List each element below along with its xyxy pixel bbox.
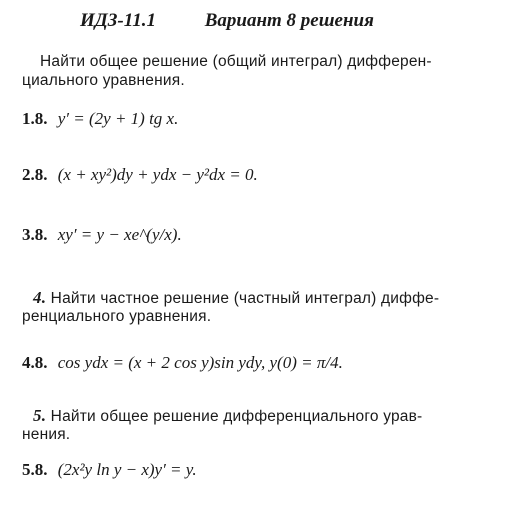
variant-title: Вариант 8 решения: [204, 10, 374, 31]
problem-label: 5.8.: [22, 460, 48, 479]
section-text: Найти общее решение дифференциального урав-: [50, 408, 423, 425]
problem-label: 3.8.: [22, 225, 48, 244]
assignment-title: ИДЗ-11.1: [80, 10, 156, 31]
section-4-instruction-line1: [33, 288, 439, 308]
section-number: 5.: [33, 406, 47, 425]
section-number: 4.: [33, 288, 47, 307]
problem-label: 1.8.: [22, 109, 48, 128]
section-4-instruction-line2: ренциального уравнения.: [22, 308, 212, 325]
problem-2-8: [22, 165, 258, 185]
section-5-instruction-line1: [33, 406, 422, 426]
section-text: Найти частное решение (частный интеграл) диффе-: [50, 290, 440, 307]
problem-equation: cos ydx = (x + 2 cos y)sin ydy, y(0) = π/4.: [57, 353, 343, 372]
problem-label: 4.8.: [22, 353, 48, 372]
section-1-instruction-line2: циального уравнения.: [22, 72, 185, 89]
section-1-instruction-line1: Найти общее решение (общий интеграл) дифферен-: [40, 53, 432, 70]
problem-equation: y′ = (2y + 1) tg x.: [57, 109, 179, 128]
problem-label: 2.8.: [22, 165, 48, 184]
problem-4-8: [22, 353, 343, 373]
page-title: [80, 10, 500, 32]
problem-3-8: [22, 225, 182, 245]
problem-equation: (2x²y ln y − x)y′ = y.: [57, 460, 197, 479]
problem-equation: (x + xy²)dy + ydx − y²dx = 0.: [57, 165, 258, 184]
problem-5-8: [22, 460, 197, 480]
section-5-instruction-line2: нения.: [22, 426, 71, 443]
problem-equation: xy′ = y − xe^(y/x).: [57, 225, 182, 244]
problem-1-8: [22, 109, 178, 129]
